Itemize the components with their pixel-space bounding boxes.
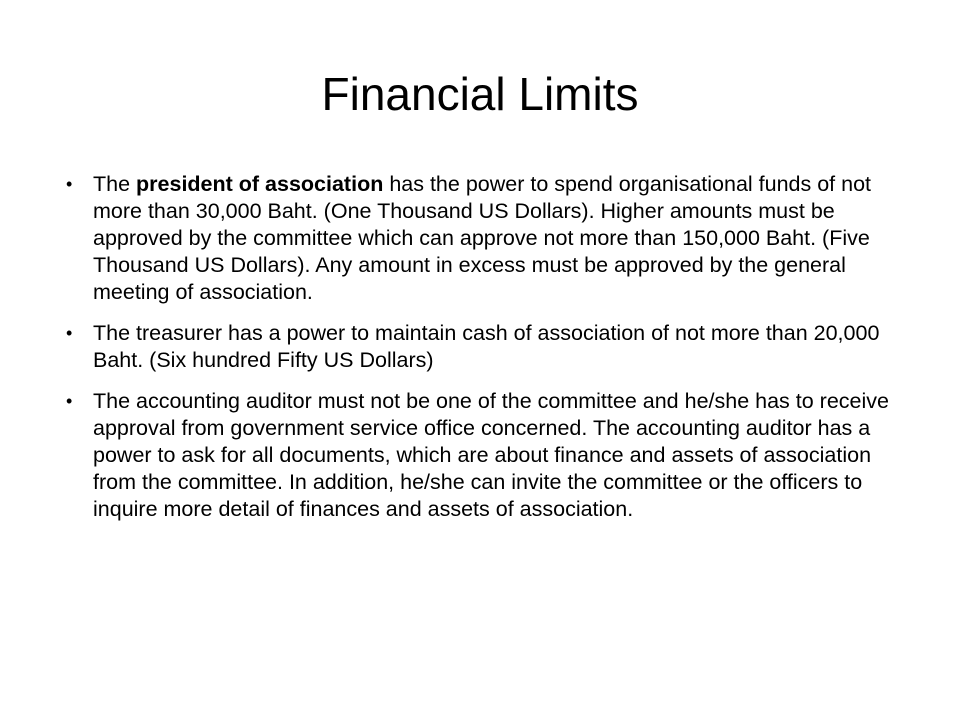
bullet-text: The treasurer has a power to maintain cash of association of not more than 20,000 Baht. (Six hundred Fifty US Dollars) — [93, 321, 880, 372]
bullet-item-accounting-auditor — [66, 388, 912, 523]
slide-title: Financial Limits — [321, 68, 639, 120]
bullet-text: The accounting auditor must not be one of the committee and he/she has to receive approval from government service office concerned. The accounting auditor has a power to ask for all documents, which are about finance and assets of association from the committee. In addition, he/she can invite the committee or the officers to inquire more detail of finances and assets of association. — [93, 389, 889, 521]
bullet-text-start: The — [93, 172, 137, 196]
bullet-text-rest: has the power to spend organisational funds of not more than 30,000 Baht. (One Thousand US Dollars). Higher amounts must be approved by the committee which can approve not more than 150,000 Baht. (Five Thousand US Dollars). Any amount in excess must be approved by the general meeting of association. — [93, 172, 872, 304]
bullet-item-president-spending — [66, 171, 912, 306]
bullet-item-treasurer-cash — [66, 320, 912, 374]
bullet-icon: • — [66, 174, 73, 194]
bullet-list — [66, 171, 912, 537]
bullet-text-bold: president of association — [136, 172, 384, 196]
bullet-icon: • — [66, 391, 73, 411]
bullet-icon: • — [66, 323, 73, 343]
